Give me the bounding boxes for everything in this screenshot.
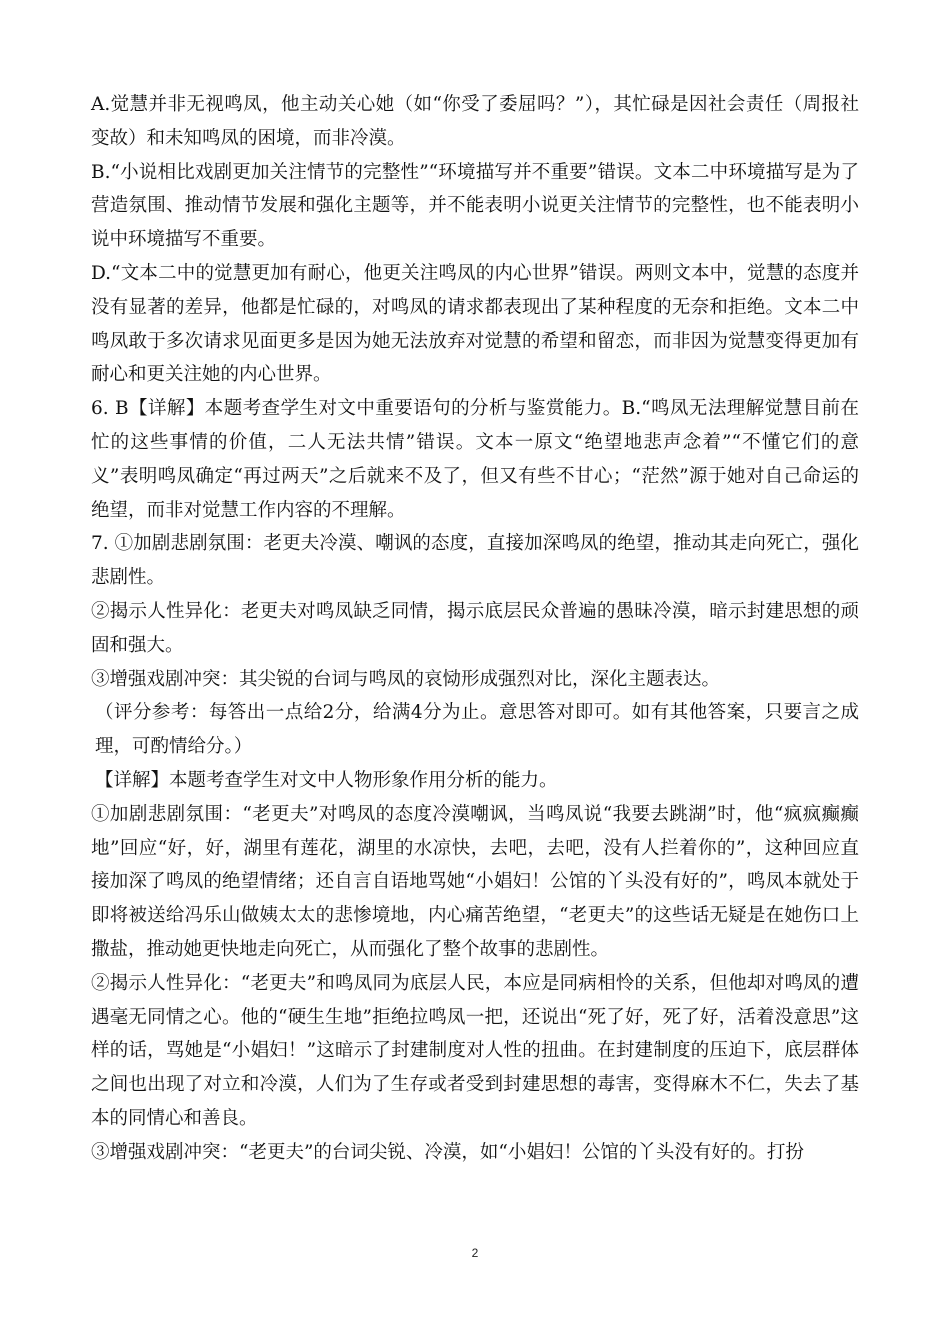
paragraph-option-b: B.“小说相比戏剧更加关注情节的完整性”“环境描写并不重要”错误。文本二中环境描写是为了营造氛围、推动情节发展和强化主题等，并不能表明小说更关注情节的完整性，也不能表明小说中环境描写不重要。 (91, 161, 859, 251)
page-number: 2 (471, 1246, 479, 1260)
paragraph-detail-heading: 【详解】本题考查学生对文中人物形象作用分析的能力。 (95, 769, 558, 791)
paragraph-detail-2: ②揭示人性异化：“老更夫”和鸣凤同为底层人民，本应是同病相怜的关系，但他却对鸣凤的遭遇毫无同情之心。他的“硬生生地”拒绝拉鸣凤一把，还说出“死了好，死了好，活着没意思”这样的话，骂她是“小娼妇！”这暗示了封建制度对人性的扭曲。在封建制度的压迫下，底层群体之间也出现了对立和冷漠，人们为了生存或者受到封建思想的毒害，变得麻木不仁，失去了基本的同情心和善良。 (91, 972, 859, 1129)
paragraph-point-2: ②揭示人性异化：老更夫对鸣凤缺乏同情，揭示底层民众普遍的愚昧冷漠，暗示封建思想的顽固和强大。 (91, 600, 859, 656)
document-body (91, 88, 859, 1170)
paragraph-option-a: A.觉慧并非无视鸣凤，他主动关心她（如“你受了委屈吗？”），其忙碌是因社会责任（周报社变故）和未知鸣凤的困境，而非冷漠。 (91, 94, 859, 149)
paragraph-option-d: D.“文本二中的觉慧更加有耐心，他更关注鸣凤的内心世界”错误。两则文本中，觉慧的态度并没有显著的差异，他都是忙碌的，对鸣凤的请求都表现出了某种程度的无奈和拒绝。文本二中鸣凤敢于多次请求见面更多是因为她无法放弃对觉慧的希望和留恋，而非因为觉慧变得更加有耐心和更关注她的内心世界。 (91, 262, 859, 386)
paragraph-answer-7: 7. ①加剧悲剧氛围：老更夫冷漠、嘲讽的态度，直接加深鸣凤的绝望，推动其走向死亡，强化悲剧性。 (91, 533, 859, 589)
paragraph-point-3: ③增强戏剧冲突：其尖锐的台词与鸣凤的哀恸形成强烈对比，深化主题表达。 (91, 668, 721, 690)
paragraph-scoring-note: （评分参考：每答出一点给2分，给满4分为止。意思答对即可。如有其他答案，只要言之成理，可酌情给分。） (95, 702, 859, 758)
paragraph-answer-6: 6. B【详解】本题考查学生对文中重要语句的分析与鉴赏能力。B.“鸣凤无法理解觉慧目前在忙的这些事情的价值，二人无法共情”错误。文本一原文“绝望地悲声念着”“不懂它们的意义”表明鸣凤确定“再过两天”之后就来不及了，但又有些不甘心；“茫然”源于她对自己命运的绝望，而非对觉慧工作内容的不理解。 (91, 398, 859, 521)
paragraph-detail-1: ①加剧悲剧氛围：“老更夫”对鸣凤的态度冷漠嘲讽，当鸣凤说“我要去跳湖”时，他“疯疯癫癫地”回应“好，好，湖里有莲花，湖里的水凉快，去吧，去吧，没有人拦着你的”，这种回应直接加深了鸣凤的绝望情绪；还自言自语地骂她“小娼妇！公馆的丫头没有好的”，鸣凤本就处于即将被送给冯乐山做姨太太的悲惨境地，内心痛苦绝望，“老更夫”的这些话无疑是在她伤口上撒盐，推动她更快地走向死亡，从而强化了整个故事的悲剧性。 (91, 803, 859, 960)
paragraph-detail-3: ③增强戏剧冲突：“老更夫”的台词尖锐、冷漠，如“小娼妇！公馆的丫头没有好的。打扮 (91, 1141, 804, 1163)
